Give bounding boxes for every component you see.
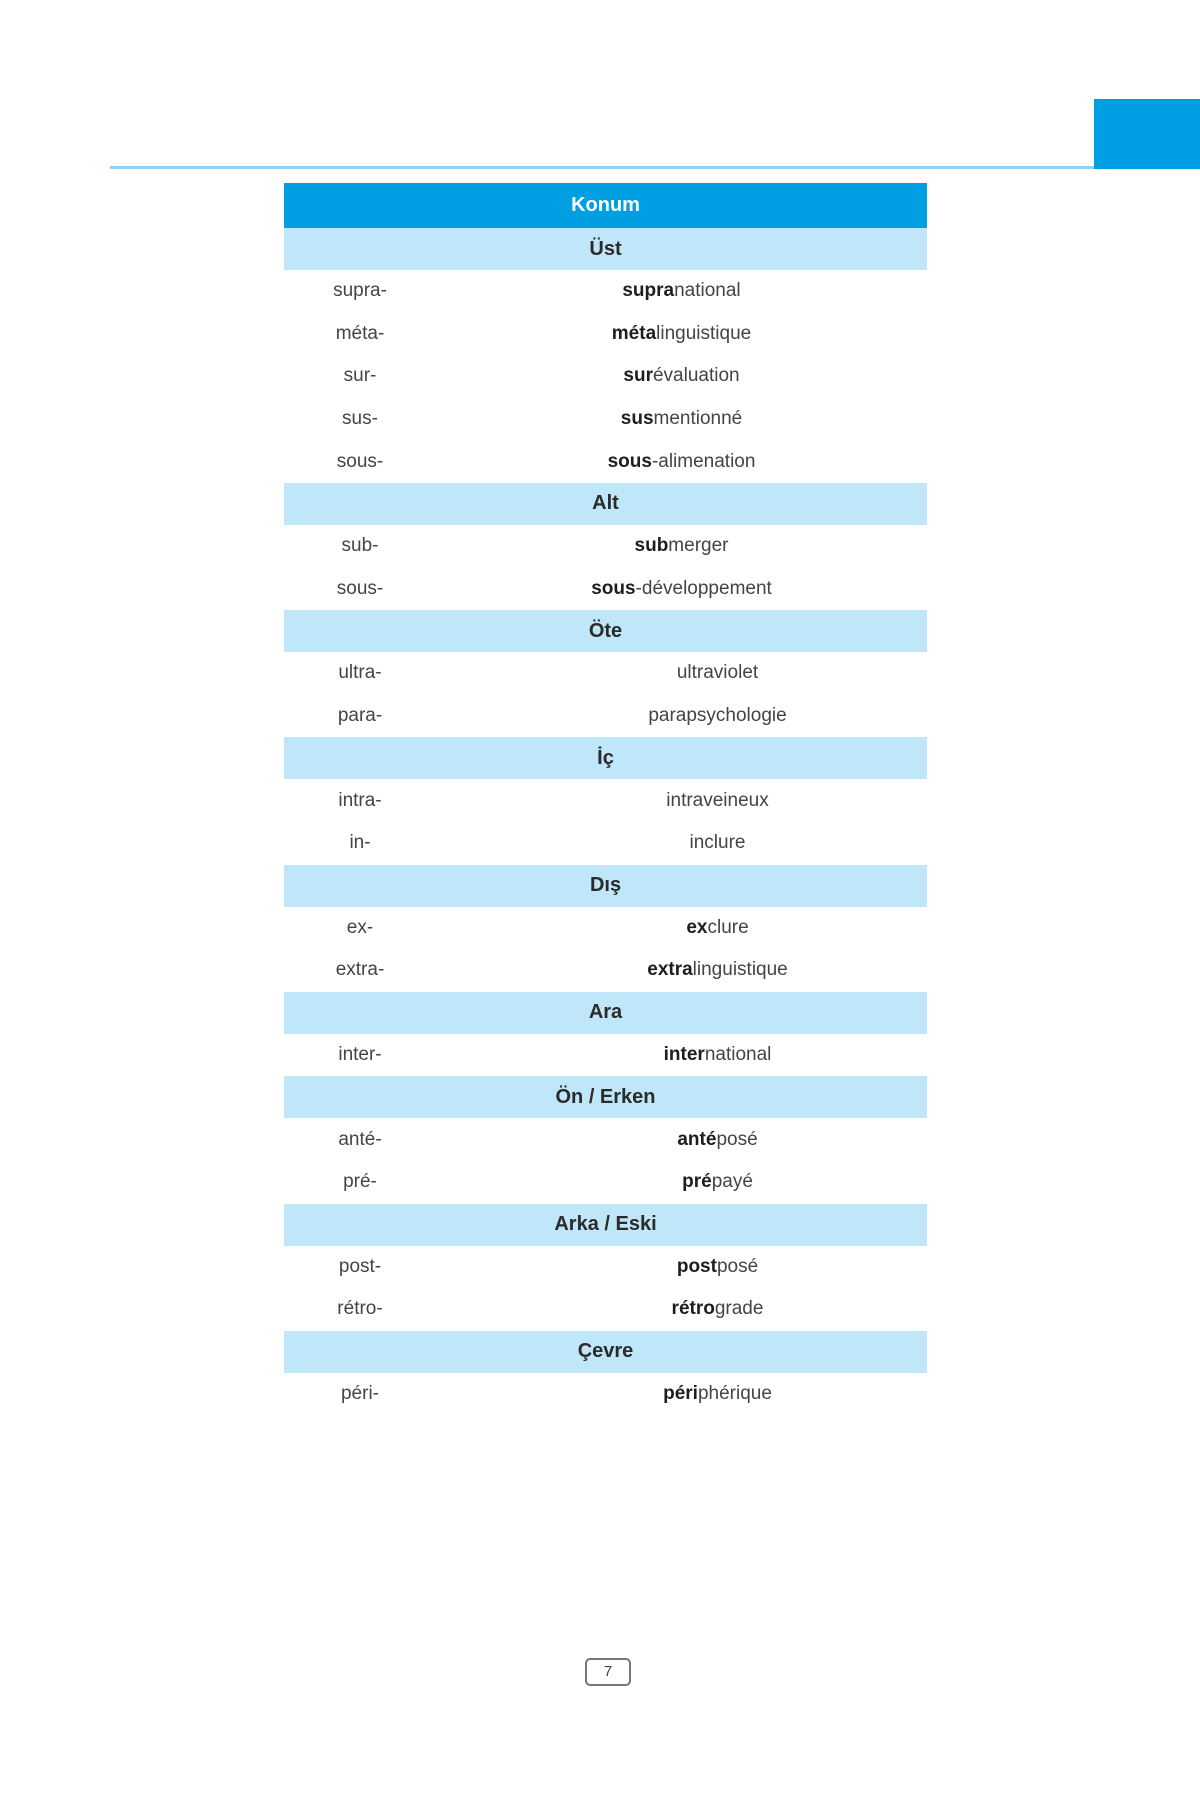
prefix-cell: ultra- — [338, 662, 382, 684]
prefix-cell: inter- — [338, 1044, 382, 1066]
example-rest: grade — [714, 1298, 764, 1320]
example-root-bold: supra — [622, 280, 675, 302]
table-row — [284, 568, 927, 611]
table-row — [284, 1288, 927, 1331]
corner-tab — [1094, 99, 1200, 169]
example-rest: clure — [707, 916, 749, 938]
prefix-cell: intra- — [338, 789, 382, 811]
prefix-cell: supra- — [333, 280, 387, 302]
example-cell — [436, 779, 927, 822]
table-row — [284, 1034, 927, 1077]
table-row — [284, 822, 927, 865]
category-row — [284, 483, 927, 525]
example-cell — [436, 398, 927, 441]
example-cell — [436, 1161, 927, 1204]
prefix-cell: para- — [337, 705, 383, 727]
example-root-bold: pré — [682, 1171, 712, 1193]
table-row — [284, 398, 927, 441]
category-label: Ön / Erken — [284, 1076, 927, 1118]
example-root-bold: extra — [647, 959, 693, 981]
category-row — [284, 1076, 927, 1118]
example-cell — [436, 440, 927, 483]
example-cell — [436, 652, 927, 695]
prefix-cell: post- — [338, 1255, 382, 1277]
category-row — [284, 737, 927, 779]
example-cell — [436, 1034, 927, 1077]
example-cell — [436, 695, 927, 738]
example-rest: mentionné — [653, 408, 743, 430]
category-row — [284, 610, 927, 652]
example-cell — [436, 1373, 927, 1416]
prefix-cell: sous- — [336, 450, 384, 472]
category-row — [284, 1331, 927, 1373]
example-rest: évaluation — [652, 365, 740, 387]
table-row — [284, 907, 927, 950]
example-rest: ultraviolet — [676, 662, 759, 684]
example-cell — [436, 1118, 927, 1161]
table-title-row — [284, 183, 927, 228]
example-cell — [436, 355, 927, 398]
example-rest: posé — [716, 1255, 759, 1277]
category-row — [284, 1204, 927, 1246]
category-label: Öte — [284, 610, 927, 652]
example-rest: national — [674, 280, 741, 302]
table-row — [284, 949, 927, 992]
example-rest: phérique — [697, 1382, 772, 1404]
category-row — [284, 228, 927, 270]
category-label: İç — [284, 737, 927, 779]
example-root-bold: post — [676, 1255, 717, 1277]
table-row — [284, 652, 927, 695]
table-title: Konum — [284, 183, 927, 228]
prefix-cell: in- — [349, 832, 371, 854]
category-label: Alt — [284, 483, 927, 525]
category-label: Çevre — [284, 1331, 927, 1373]
category-row — [284, 865, 927, 907]
header-rule — [110, 166, 1200, 169]
prefix-cell: méta- — [335, 322, 385, 344]
example-rest: posé — [716, 1128, 758, 1150]
prefix-table — [284, 183, 927, 1415]
prefix-cell: ex- — [346, 916, 374, 938]
prefix-cell: rétro- — [337, 1298, 383, 1320]
example-root-bold: inter — [663, 1044, 705, 1066]
example-root-bold: rétro — [671, 1298, 715, 1320]
prefix-cell: sub- — [341, 535, 379, 557]
prefix-cell: sur- — [343, 365, 377, 387]
table-row — [284, 355, 927, 398]
example-cell — [436, 270, 927, 313]
example-rest: parapsychologie — [648, 705, 787, 727]
category-label: Ara — [284, 992, 927, 1034]
example-rest: -développement — [635, 577, 772, 599]
prefix-cell: sus- — [342, 408, 378, 430]
table-row — [284, 1118, 927, 1161]
table-row — [284, 695, 927, 738]
example-rest: inclure — [689, 832, 746, 854]
example-rest: intraveineux — [666, 789, 769, 811]
category-label: Arka / Eski — [284, 1204, 927, 1246]
example-root-bold: anté — [677, 1128, 717, 1150]
example-root-bold: sous — [607, 450, 652, 472]
example-rest: merger — [668, 535, 729, 557]
table-row — [284, 440, 927, 483]
example-root-bold: sur — [623, 365, 653, 387]
example-rest: linguistique — [656, 322, 752, 344]
category-row — [284, 992, 927, 1034]
example-cell — [436, 568, 927, 611]
category-label: Dış — [284, 865, 927, 907]
example-rest: linguistique — [692, 959, 788, 981]
category-label: Üst — [284, 228, 927, 270]
table-row — [284, 1373, 927, 1416]
example-cell — [436, 1246, 927, 1289]
prefix-cell: pré- — [343, 1171, 377, 1193]
example-cell — [436, 822, 927, 865]
example-root-bold: sus — [620, 408, 654, 430]
example-root-bold: sub — [634, 535, 669, 557]
prefix-cell: anté- — [338, 1128, 382, 1150]
example-cell — [436, 525, 927, 568]
example-rest: payé — [711, 1171, 753, 1193]
page-number: 7 — [585, 1658, 631, 1686]
table-row — [284, 525, 927, 568]
table-row — [284, 779, 927, 822]
prefix-cell: sous- — [336, 577, 384, 599]
example-cell — [436, 1288, 927, 1331]
table-row — [284, 1161, 927, 1204]
example-cell — [436, 907, 927, 950]
example-root-bold: péri — [663, 1382, 698, 1404]
table-row — [284, 1246, 927, 1289]
example-cell — [436, 949, 927, 992]
example-root-bold: méta — [611, 322, 657, 344]
example-root-bold: sous — [591, 577, 636, 599]
table-row — [284, 313, 927, 356]
example-rest: -alimenation — [651, 450, 756, 472]
example-root-bold: ex — [686, 916, 708, 938]
table-row — [284, 270, 927, 313]
table-body — [284, 228, 927, 1415]
prefix-cell: extra- — [335, 959, 385, 981]
prefix-cell: péri- — [340, 1382, 379, 1404]
example-cell — [436, 313, 927, 356]
example-rest: national — [704, 1044, 772, 1066]
